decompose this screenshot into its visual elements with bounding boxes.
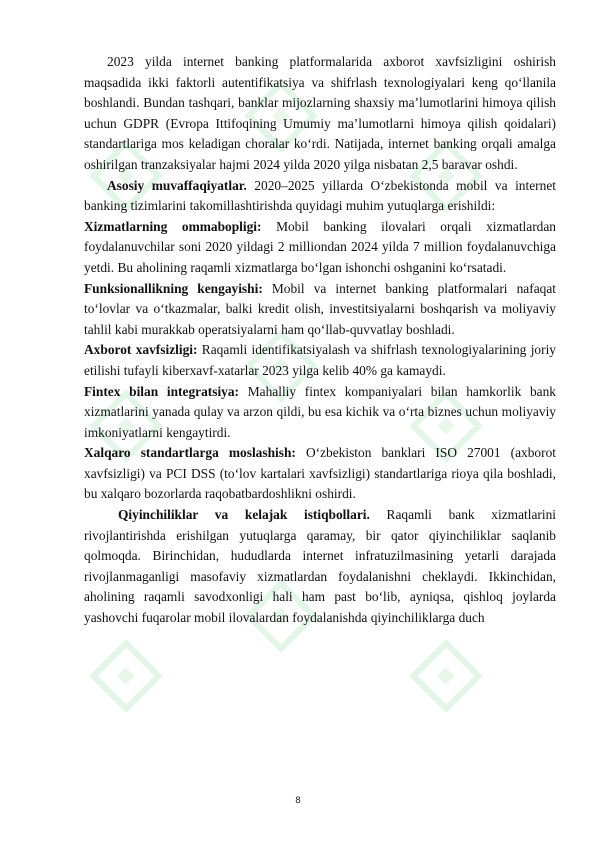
- paragraph-heading: Xalqaro standartlarga moslashish:: [84, 445, 296, 461]
- paragraph-text: Raqamli bank xizmatlarini rivojlantirishda erishilgan yutuqlarga qaramay, bir qator qiyinchiliklar saqlanib qolmoqda. Birinchidan, hududlarda internet infratuzilmasining yetarli darajada rivojlanmaganligi masofaviy xizmatlardan foydalanishni cheklaydi. Ikkinchidan, aholining raqamli savodxonligi hali ham past bo‘lib, ayniqsa, qishloq joylarda yashovchi fuqarolar mobil ilovalardan foydalanishda qiyinchiliklarga duch: [84, 507, 556, 626]
- watermark-logo: [89, 639, 163, 713]
- paragraph-text: 2020–2025 yillarda O‘zbekistonda mobil va internet banking tizimlarini takomillashtirishda quyidagi muhim yutuqlarga erishildi:: [84, 177, 556, 214]
- paragraph-fintech: [84, 382, 556, 444]
- paragraph-text: Mahalliy fintex kompaniyalari bilan hamkorlik bank xizmatlarini yanada qulay va arzon qildi, bu esa kichik va o‘rta biznes uchun moliyaviy imkoniyatlarni kengaytirdi.: [84, 383, 556, 440]
- paragraph-functionality: [84, 279, 556, 341]
- paragraph-standards: [84, 443, 556, 505]
- paragraph-achievements: [84, 176, 556, 217]
- page-number: 8: [295, 796, 301, 806]
- paragraph-heading: Fintex bilan integratsiya:: [84, 383, 240, 399]
- paragraph-popularity: [84, 217, 556, 279]
- paragraph-intro: [84, 52, 556, 176]
- paragraph-text: O‘zbekiston banklari ISO 27001 (axborot xavfsizligi) va PCI DSS (to‘lov kartalari xavfsizligi) standartlariga rioya qila boshladi, bu xalqaro bozorlarda raqobatbardoshlikni oshirdi.: [84, 445, 557, 502]
- paragraph-heading: Qiyinchiliklar va kelajak istiqbollari.: [118, 507, 370, 523]
- paragraph-heading: Axborot xavfsizligi:: [84, 342, 198, 358]
- watermark-logo: [409, 639, 483, 713]
- paragraph-challenges: [84, 505, 556, 629]
- paragraph-text: Raqamli identifikatsiyalash va shifrlash texnologiyalarining joriy etilishi tufayli kiberxavf-xatarlar 2023 yilga kelib 40% ga kamaydi.: [84, 342, 556, 378]
- paragraph-text: Mobil banking ilovalari orqali xizmatlardan foydalanuvchilar soni 2020 yildagi 2 milliondan 2024 yilda 7 million foydalanuvchiga yetdi. Bu aholining raqamli xizmatlarga bo‘lgan ishonchi oshganini ko‘rsatadi.: [84, 218, 556, 275]
- paragraph-security: [84, 340, 556, 381]
- paragraph-heading: Asosiy muvaffaqiyatlar.: [107, 177, 247, 193]
- paragraph-text: 2023 yilda internet banking platformalarida axborot xavfsizligini oshirish maqsadida ikki faktorli autentifikatsiya va shifrlash texnologiyalari keng qo‘llanila boshlandi. Bundan tashqari, banklar mijozlarning shaxsiy ma’lumotlarini himoya qilish uchun GDPR (Evropa Ittifoqining Umumiy ma’lumotlarni himoya qilish qoidalari) standartlariga mos keladigan choralar ko‘rdi. Natijada, internet banking orqali amalga oshirilgan tranzaksiyalar hajmi 2024 yilda 2020 yilga nisbatan 2,5 baravar oshdi.: [84, 54, 556, 172]
- document-body: [84, 52, 556, 629]
- paragraph-heading: Xizmatlarning ommabopligi:: [84, 218, 262, 234]
- paragraph-heading: Funksionallikning kengayishi:: [84, 280, 263, 296]
- paragraph-text: Mobil va internet banking platformalari nafaqat to‘lovlar va o‘tkazmalar, balki kredit olish, investitsiyalarni boshqarish va moliyaviy tahlil kabi murakkab operatsiyalarni ham qo‘llab-quvvatlay boshladi.: [84, 280, 556, 337]
